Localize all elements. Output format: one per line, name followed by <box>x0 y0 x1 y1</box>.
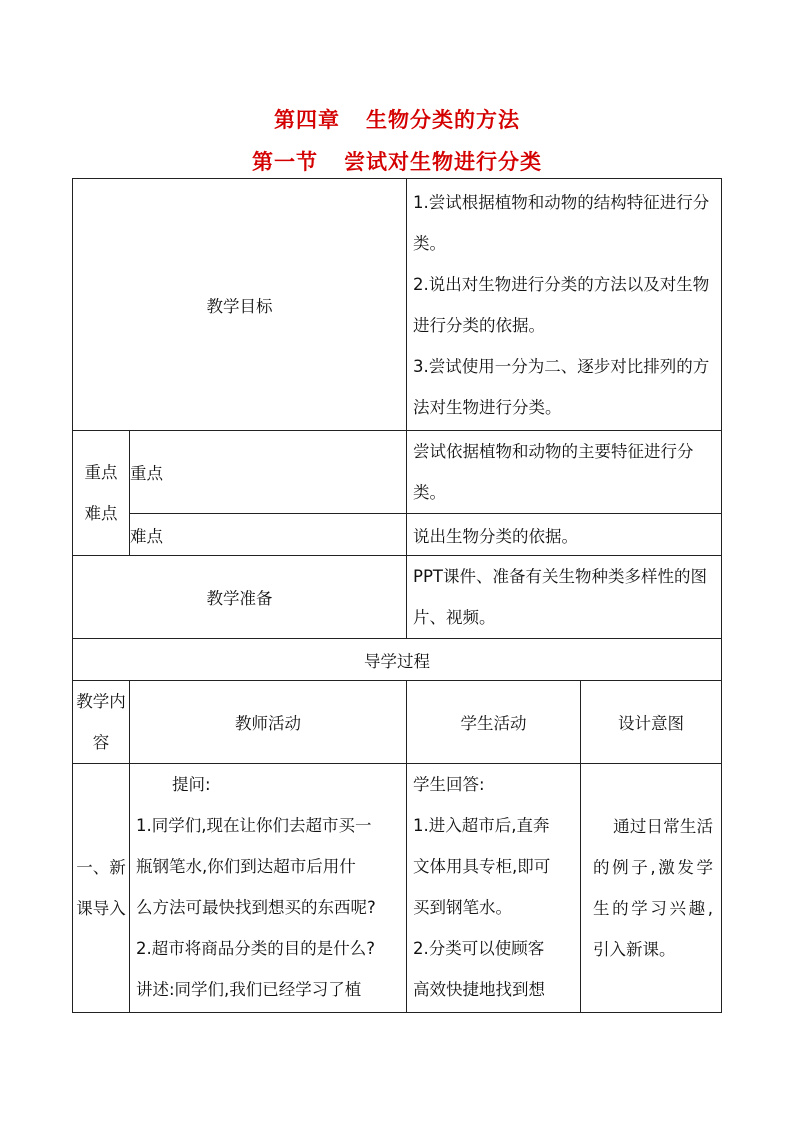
student-line: 2.分类可以使顾客 <box>413 939 545 958</box>
difficulty-label: 难点 <box>130 514 407 556</box>
section-name: 尝试对生物进行分类 <box>344 150 542 174</box>
objectives-list <box>407 179 722 431</box>
objective-item: 1.尝试根据植物和动物的结构特征进行分类。 <box>413 192 710 253</box>
column-header-design: 设计意图 <box>581 681 722 764</box>
teacher-line: 2.超市将商品分类的目的是什么? <box>136 939 376 958</box>
section-title <box>0 146 794 176</box>
objective-item: 2.说出对生物进行分类的方法以及对生物进行分类的依据。 <box>413 274 710 335</box>
chapter-title <box>0 104 794 134</box>
difficulty-label-line: 难点 <box>84 504 118 523</box>
chapter-number: 第四章 <box>274 108 340 132</box>
key-label-line: 重点 <box>84 463 118 482</box>
student-line: 高效快捷地找到想 <box>413 980 545 999</box>
lesson-plan-table <box>72 178 722 1013</box>
design-intent-cell <box>581 764 722 1013</box>
table-row <box>73 764 722 1013</box>
process-header-row <box>73 639 722 681</box>
column-header-content: 教学内容 <box>73 681 130 764</box>
teaching-content-cell: 一、新课导入 <box>73 764 130 1013</box>
student-line: 买到钢笔水。 <box>413 898 512 917</box>
design-intent-text: 通过日常生活的例子,激发学生的学习兴趣,引入新课。 <box>593 817 713 959</box>
teacher-line: 讲述:同学们,我们已经学习了植 <box>136 980 362 999</box>
teacher-line: 1.同学们,现在让你们去超市买一 <box>136 816 372 835</box>
key-point-label: 重点 <box>130 431 407 514</box>
student-line: 文体用具专柜,即可 <box>413 857 551 876</box>
preparation-text: PPT课件、准备有关生物种类多样性的图片、视频。 <box>407 556 722 639</box>
objective-item: 3.尝试使用一分为二、逐步对比排列的方法对生物进行分类。 <box>413 356 710 417</box>
objectives-label: 教学目标 <box>73 179 407 431</box>
teacher-line: 么方法可最快找到想买的东西呢? <box>136 898 376 917</box>
column-header-row <box>73 681 722 764</box>
difficulty-text: 说出生物分类的依据。 <box>407 514 722 556</box>
objectives-row <box>73 179 722 431</box>
section-number: 第一节 <box>252 150 318 174</box>
column-header-student: 学生活动 <box>407 681 581 764</box>
student-activity-cell <box>407 764 581 1013</box>
preparation-label: 教学准备 <box>73 556 407 639</box>
teacher-line: 瓶钢笔水,你们到达超市后用什 <box>136 857 356 876</box>
column-header-teacher: 教师活动 <box>130 681 407 764</box>
student-line: 学生回答: <box>413 775 485 794</box>
teacher-activity-cell <box>130 764 407 1013</box>
teacher-line: 提问: <box>172 775 211 794</box>
difficulty-row <box>73 514 722 556</box>
chapter-name: 生物分类的方法 <box>366 108 520 132</box>
key-point-row <box>73 431 722 514</box>
key-difficulty-label <box>73 431 130 556</box>
student-line: 1.进入超市后,直奔 <box>413 816 550 835</box>
preparation-row <box>73 556 722 639</box>
process-label: 导学过程 <box>73 639 722 681</box>
key-point-text: 尝试依据植物和动物的主要特征进行分类。 <box>407 431 722 514</box>
